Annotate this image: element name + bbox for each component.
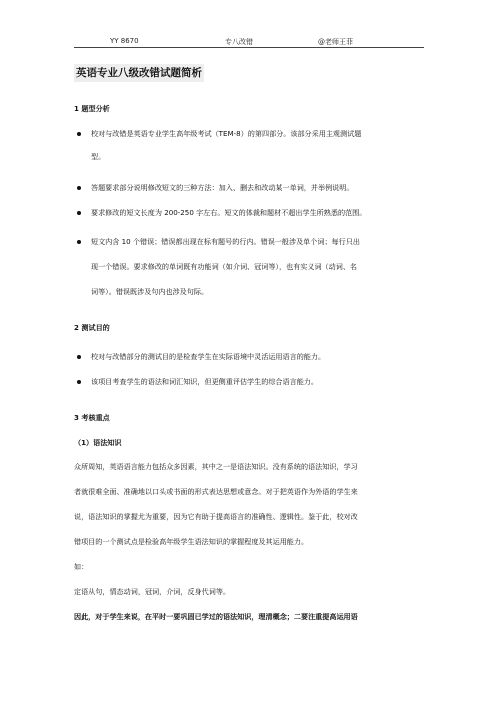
bullet-icon	[77, 355, 81, 359]
header-center-text: 专八改错	[225, 38, 253, 46]
document-title: 英语专业八级改错试题简析	[74, 64, 204, 82]
s1-bullet2: 答题要求部分说明修改短文的三种方法：加入、删去和改动某一单词，并举例说明。	[91, 183, 354, 192]
section-3-heading: 3 考核重点	[74, 413, 110, 422]
header-left-text: YY 8670	[110, 37, 139, 45]
section-1-heading: 1 题型分析	[74, 104, 110, 113]
header-divider	[74, 47, 424, 48]
s1-bullet1-line2: 型。	[91, 152, 106, 161]
s3-para-line3: 说，语法知识的掌握尤为重要，因为它有助于提高语言的准确性、逻辑性。鉴于此，校对改	[74, 512, 358, 521]
section-2-heading: 2 测试目的	[74, 323, 110, 332]
bullet-icon	[77, 240, 81, 244]
s3-para-line4: 错项目的一个测试点是检验高年级学生语法知识的掌握程度及其运用能力。	[74, 537, 309, 546]
s3-para-line1: 众所周知，英语语言能力包括众多因素，其中之一是语法知识。没有系统的语法知识，学习	[74, 462, 358, 471]
s2-bullet1: 校对与改错部分的测试目的是检查学生在实际语境中灵活运用语言的能力。	[91, 352, 326, 361]
example-text: 定语从句，情态动词，冠词，介词，反身代词等。	[74, 587, 231, 596]
s1-bullet3: 要求修改的短文长度为 200-250 字左右。短文的体裁和题材不超出学生所熟悉的范围。	[91, 208, 367, 217]
conclusion-line: 因此，对于学生来说，在平时一要巩固已学过的语法知识，理清概念；二要注重提高运用语	[74, 612, 358, 621]
example-label: 如：	[74, 562, 89, 571]
s1-bullet4-line3: 词等）。错误既涉及句内也涉及句际。	[91, 287, 209, 296]
s3-para-line2: 者就很难全面、准确地以口头或书面的形式表达思想或意念。对于把英语作为外语的学生来	[74, 487, 358, 496]
bullet-icon	[77, 380, 81, 384]
s1-bullet1-line1: 校对与改错是英语专业学生高年级考试（TEM-8）的第四部分。该部分采用主观测试题	[91, 129, 362, 138]
bullet-icon	[77, 186, 81, 190]
s2-bullet2: 该项目考查学生的语法和词汇知识，但更侧重评估学生的综合语言能力。	[91, 377, 318, 386]
s1-bullet4-line2: 现一个错误。要求修改的单词既有功能词（如介词、冠词等），也有实义词（动词、名	[91, 262, 358, 271]
bullet-icon	[77, 132, 81, 136]
page-header	[74, 34, 424, 48]
bullet-icon	[77, 211, 81, 215]
header-right-text: @老师王菲	[318, 38, 353, 46]
section-3-subheading: （1）语法知识	[74, 438, 122, 447]
s1-bullet4-line1: 短文内含 10 个错误；错误都出现在标有题号的行内。错误一般涉及单个词；每行只出	[91, 237, 360, 246]
